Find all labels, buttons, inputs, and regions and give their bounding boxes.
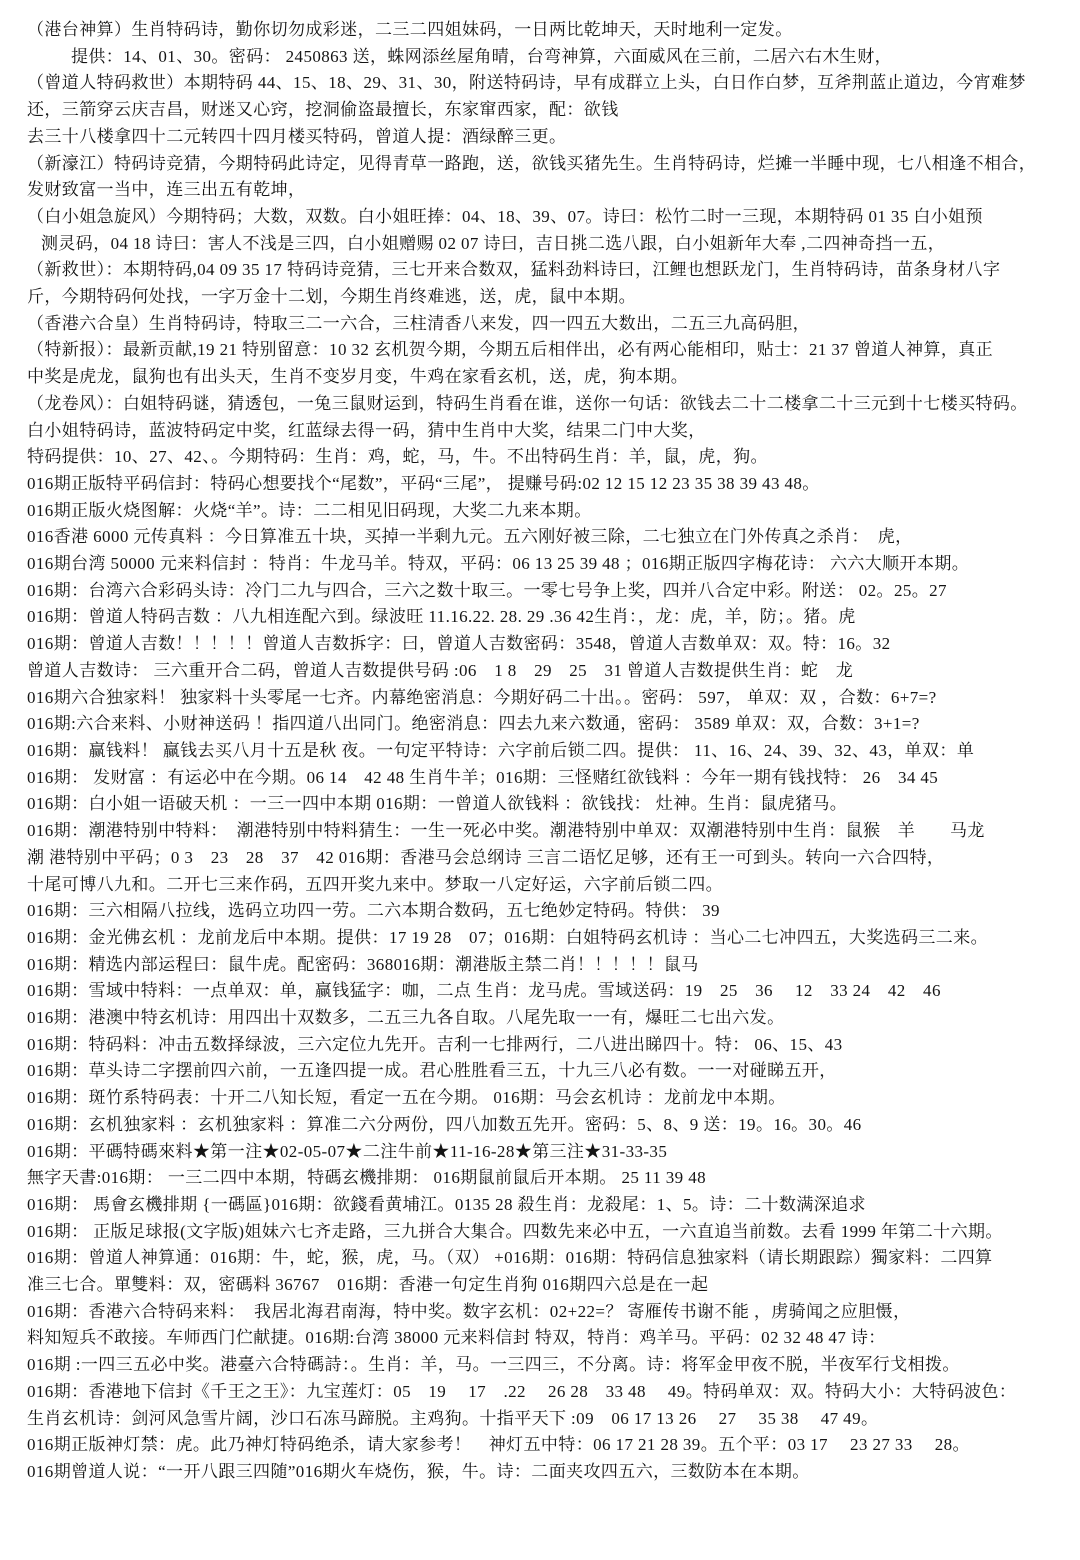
document-line: 曾道人吉数诗： 三六重开合二码，曾道人吉数提供号码 :06 1 8 29 25 31 曾道人吉数提供生肖：蛇 龙 bbox=[27, 660, 854, 680]
document-line: 斤，今期特码何处找，一字万金十二划，今期生肖终难逃，送，虎，鼠中本期。 bbox=[27, 287, 636, 307]
document-line: 准三七合。單雙料：双，密碼料 36767 016期：香港一句定生肖狗 016期四六总是在一起 bbox=[27, 1275, 709, 1295]
document-line: 提供：14、01、30。密码： 2450863 送，蛛网添丝屋角晴，台弯神算，六面威风在三前，二居六右木生财， bbox=[71, 46, 892, 66]
document-line: 016期：白小姐一语破天机 ：一三一四中本期 016期：一曾道人欲钱料 ：欲钱找： 灶神。生肖：鼠虎猪马。 bbox=[27, 794, 848, 814]
document-line: 016期：香港六合特码来料： 我居北海君南海，特中奖。数字玄机：02+22=？ 寄雁传书谢不能 ，虏骑闻之应胆慑， bbox=[27, 1301, 911, 1321]
document-line: 去三十八楼拿四十二元转四十四月楼买特码，曾道人提：酒绿醉三更。 bbox=[27, 126, 567, 146]
document-line: 白小姐特码诗，蓝波特码定中奖，红蓝绿去得一码，猜中生肖中大奖，结果二门中大奖， bbox=[27, 420, 706, 440]
document-line: 测灵码，04 18 诗曰：害人不浅是三四，白小姐赠赐 02 07 诗曰，吉日挑二选八跟，白小姐新年大奉 ,二四神奇挡一五， bbox=[41, 233, 946, 253]
document-line: 016香港 6000 元传真料 ：今日算准五十块，买掉一半剩九元。五六刚好被三除，二七独立在门外传真之杀肖： 虎， bbox=[27, 527, 913, 547]
document-line: （香港六合皇）生肖特码诗，特取三二一六合，三柱清香八来发，四一四五大数出，二五三九高码胆， bbox=[27, 313, 810, 333]
document-line: （新救世）：本期特码,04 09 35 17 特码诗竞猜，三七开来合数双，猛料劲料诗曰，江鲤也想跃龙门，生肖特码诗，苗条身材八字 bbox=[27, 260, 1001, 280]
document-line: 016期：曾道人神算通：016期：牛，蛇，猴，虎，马。（双） +016期：016期：特码信息独家料（请长期跟踪）獨家料：二四算 bbox=[27, 1248, 993, 1268]
document-line: （新濠江）特码诗竞猜，今期特码此诗定，见得青草一路跑，送，欲钱买猪先生。生肖特码诗，烂摊一半睡中现，七八相逢不相合， bbox=[27, 153, 1037, 173]
document-line: （白小姐急旋风）今期特码；大数，双数。白小姐旺捧：04、18、39、07。诗曰：松竹二时一三现，本期特码 01 35 白小姐预 bbox=[27, 206, 983, 226]
document-body bbox=[27, 17, 1058, 1486]
document-line: 016期：台湾六合彩码头诗：冷门二九与四合，三六之数十取三。一零七号争上奖，四并八合定中彩。附送： 02。25。27 bbox=[27, 580, 947, 600]
document-line: 016期正版神灯禁：虎。此乃神灯特码绝杀，请大家参考！ 神灯五中特：06 17 21 28 39。五个平：03 17 23 27 33 28。 bbox=[27, 1435, 970, 1455]
document-line: 016期：金光佛玄机 ：龙前龙后中本期。提供：17 19 28 07；016期：白姐特码玄机诗 ：当心二七冲四五，大奖选码三二来。 bbox=[27, 927, 988, 947]
document-line: 十尾可博八九和。二开七三来作码，五四开奖九来中。梦取一八定好运，六字前后锁二四。 bbox=[27, 874, 723, 894]
document-line: 中奖是虎龙，鼠狗也有出头天，生肖不变岁月变，牛鸡在家看玄机，送，虎，狗本期。 bbox=[27, 367, 689, 387]
document-line: 016期： 发财富 ：有运必中在今期。06 14 42 48 生肖牛羊；016期：三怪赌红欲钱料 ：今年一期有钱找特： 26 34 45 bbox=[27, 767, 939, 787]
document-line: 生肖玄机诗：剑河风急雪片阔，沙口石冻马蹄脱。主鸡狗。十指平天下 :09 06 17 13 26 27 35 38 47 49。 bbox=[27, 1408, 879, 1428]
document-line: 016期曾道人说：“一开八跟三四随”016期火车烧伤，猴，牛。诗：二面夹攻四五六，三数防本在本期。 bbox=[27, 1461, 810, 1481]
document-line: 016期：草头诗二字摆前四六前，一五逢四提一成。君心胜胜看三五，十九三八必有数。一一对碰睇五开， bbox=[27, 1061, 837, 1081]
document-line: （龙卷风）：白姐特码谜，猜透包，一兔三鼠财运到，特码生肖看在谁，送你一句话：欲钱去二十二楼拿二十三元到十七楼买特码。 bbox=[27, 393, 1028, 413]
document-line: （特新报）：最新贡献,19 21 特别留意：10 32 玄机贺今期，今期五后相伴出，必有两心能相印，贴士：21 37 曾道人神算，真正 bbox=[27, 340, 994, 360]
document-line: 016期 :一四三五必中奖。港臺六合特碼詩：。生肖：羊，马。一三四三，不分离。诗：将军金甲夜不脱，半夜军行戈相拨。 bbox=[27, 1355, 960, 1375]
document-line: （港台神算）生肖特码诗，勤你切勿成彩迷，二三二四姐妹码，一日两比乾坤天，天时地利一定发。 bbox=[27, 20, 793, 39]
document-line: 016期：香港地下信封《千王之王》：九宝莲灯：05 19 17 .22 26 28 33 48 49。特码单双：双。特码大小：大特码波色： bbox=[27, 1381, 1017, 1401]
document-line: 016期：雪域中特料：一点单双：单，赢钱猛字：咖，二点 生肖：龙马虎。雪域送码：19 25 36 12 33 24 42 46 bbox=[27, 981, 941, 1001]
document-line: 发财致富一当中，连三出五有乾坤， bbox=[27, 180, 306, 200]
document-line: 016期：港澳中特玄机诗：用四出十双数多，二五三九各自取。八尾先取一一有，爆旺二七出六发。 bbox=[27, 1008, 785, 1028]
document-line: 016期六合独家料！ 独家料十头零尾一七齐。内幕绝密消息：今期好码二十出。。密码： 597， 单双：双 ，合数：6+7=? bbox=[27, 687, 937, 707]
document-line: 料知短兵不敢接。车师西门伫献捷。016期:台湾 38000 元来料信封 特双，特肖：鸡羊马。平码：02 32 48 47 诗： bbox=[27, 1328, 886, 1348]
document-line: 016期：三六相隔八拉线，选码立功四一劳。二六本期合数码，五七绝妙定特码。特供： 39 bbox=[27, 901, 720, 921]
document-line: 016期：平碼特碼來料★第一注★02-05-07★二注牛前★11-16-28★第三注★31-33-35 bbox=[27, 1141, 668, 1161]
document-line: 016期：赢钱料！ 赢钱去买八月十五是秋 夜。一句定平特诗：六字前后锁二四。提供： 11、16、24、39、32、43，单双：单 bbox=[27, 740, 975, 760]
document-line: 無字天書:016期： 一三二四中本期，特碼玄機排期： 016期鼠前鼠后开本期。 25 11 39 48 bbox=[27, 1168, 706, 1188]
document-line: 016期:六合来料、小财神送码 ！指四道八出同门。绝密消息：四去九来六数通，密码： 3589 单双：双，合数：3+1=? bbox=[27, 714, 920, 734]
document-line: 还，三箭穿云庆吉昌，财迷又心窍，挖洞偷盗最擅长，东家窜西家，配：欲钱 bbox=[27, 100, 619, 120]
document-line: 016期正版特平码信封：特码心想要找个“尾数”，平码“三尾”， 提赚号码:02 12 15 12 23 35 38 39 43 48。 bbox=[27, 473, 820, 493]
document-line: 016期台湾 50000 元来料信封 ：特肖：牛龙马羊。特双，平码：06 13 25 39 48 ；016期正版四字梅花诗： 六六大顺开本期。 bbox=[27, 554, 970, 574]
document-line: 016期正版火烧图解：火烧“羊”。诗：二二相见旧码现，大奖二九来本期。 bbox=[27, 500, 592, 520]
document-line: 016期： 正版足球报(文字版)姐妹六七齐走路，三九拼合大集合。四数先来必中五，一六直追当前数。去看 1999 年第二十六期。 bbox=[27, 1221, 1003, 1241]
document-line: （曾道人特码救世）本期特码 44、15、18、29、31、30，附送特码诗，早有成群立上头，白日作白梦，互斧荆蓝止道边，今宵难梦 bbox=[27, 73, 1026, 93]
document-line: 016期：曾道人特码吉数 ：八九相连配六到。绿波旺 11.16.22. 28. 29 .36 42生肖：，龙：虎，羊，防；。猪。虎 bbox=[27, 607, 856, 627]
document-line: 016期：潮港特别中特料： 潮港特别中特料猜生：一生一死必中奖。潮港特别中单双：双潮港特别中生肖：鼠猴 羊 马龙 bbox=[27, 821, 985, 841]
document-line: 016期：特码料：冲击五数择绿波，三六定位九先开。吉利一七排两行，二八进出睇四十。特： 06、15、43 bbox=[27, 1034, 843, 1054]
document-line: 016期：曾道人吉数！！！！！曾道人吉数拆字：曰，曾道人吉数密码：3548，曾道人吉数单双：双。特：16。32 bbox=[27, 634, 891, 654]
document-line: 特码提供：10、27、42、。今期特码：生肖：鸡，蛇，马，牛。不出特码生肖：羊，鼠，虎，狗。 bbox=[27, 447, 768, 467]
document-line: 016期：精选内部运程曰：鼠牛虎。配密码：368016期：潮港版主禁二肖！！！！！鼠马 bbox=[27, 954, 699, 974]
document-line: 016期：玄机独家料 ：玄机独家料 ：算准二六分两份，四八加数五先开。密码：5、8、9 送：19。16。30。46 bbox=[27, 1114, 862, 1134]
document-line: 016期：斑竹系特码表：十开二八知长短，看定一五在今期。 016期：马会玄机诗 ：龙前龙中本期。 bbox=[27, 1088, 786, 1108]
document-line: 潮 港特别中平码；0 3 23 28 37 42 016期：香港马会总纲诗 三言二语忆足够，还有王一可到头。转向一六合四特， bbox=[27, 847, 945, 867]
document-line: 016期： 馬會玄機排期 {一碼區}016期：欲錢看黄埔江。0135 28 殺生肖：龙殺尾：1、5。诗：二十数满深追求 bbox=[27, 1194, 866, 1214]
